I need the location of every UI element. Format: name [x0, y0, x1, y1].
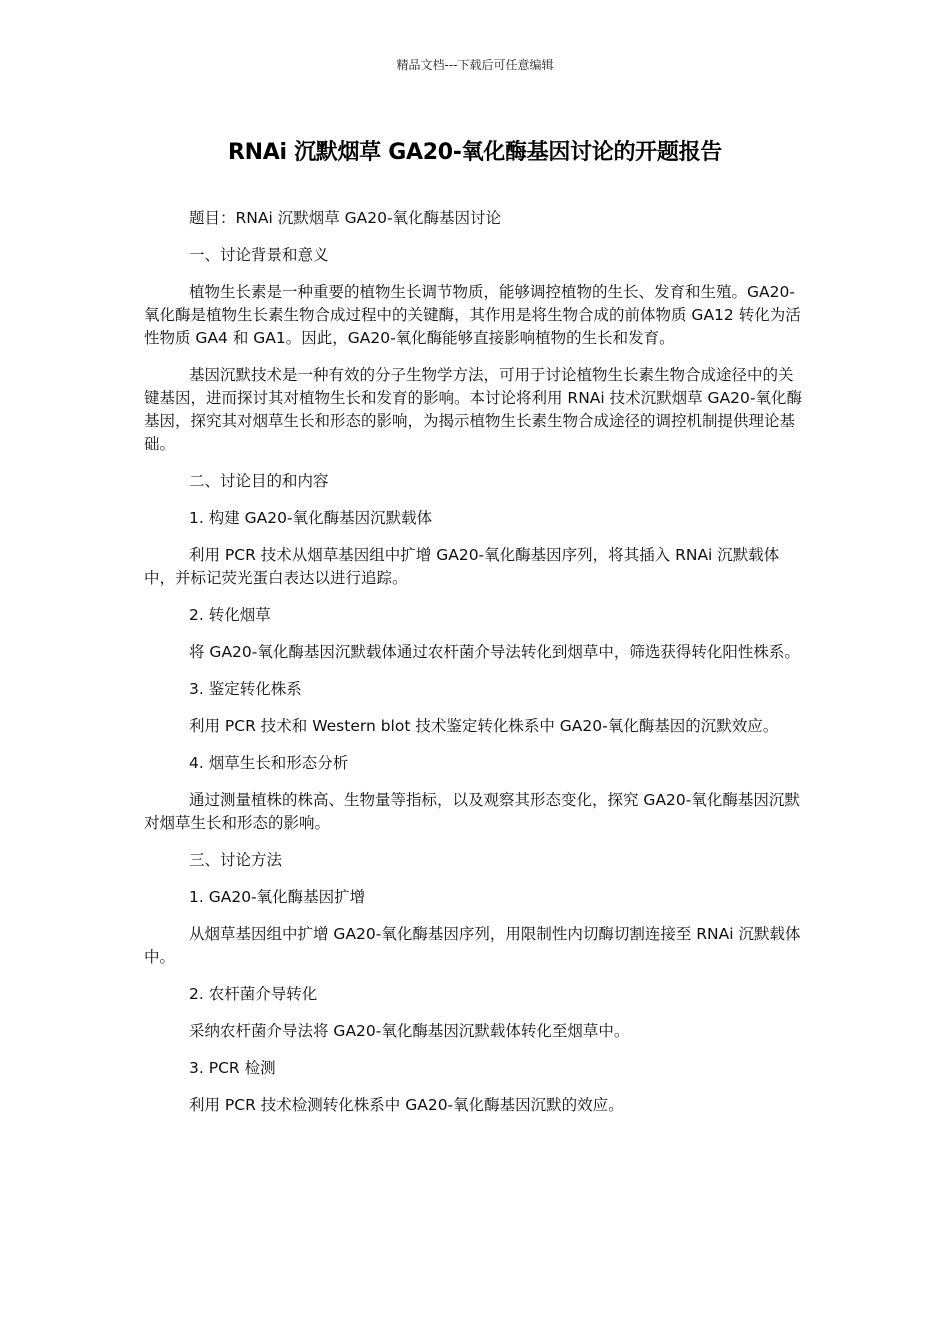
page-header: 精品文档---下载后可任意编辑	[396, 58, 554, 72]
paragraph: 采纳农杆菌介导法将 GA20-氧化酶基因沉默载体转化至烟草中。	[189, 1022, 630, 1040]
subject-line: 题目：RNAi 沉默烟草 GA20-氧化酶基因讨论	[189, 209, 502, 227]
paragraph: 植物生长素是一种重要的植物生长调节物质，能够调控植物的生长、发育和生殖。GA20-氧化酶是植物生长素生物合成过程中的关键酶，其作用是将生物合成的前体物质 GA12 转化为活性物质 GA4 和 GA1。因此，GA20-氧化酶能够直接影响植物的生长和发育。	[144, 283, 801, 347]
item-title: 2. 转化烟草	[189, 606, 271, 624]
paragraph: 利用 PCR 技术和 Western blot 技术鉴定转化株系中 GA20-氧化酶基因的沉默效应。	[189, 717, 779, 735]
paragraph: 利用 PCR 技术检测转化株系中 GA20-氧化酶基因沉默的效应。	[189, 1096, 624, 1114]
paragraph: 基因沉默技术是一种有效的分子生物学方法，可用于讨论植物生长素生物合成途径中的关键基因，进而探讨其对植物生长和发育的影响。本讨论将利用 RNAi 技术沉默烟草 GA20-氧化酶基因，探究其对烟草生长和形态的影响，为揭示植物生长素生物合成途径的调控机制提供理论基础。	[144, 366, 802, 453]
item-title: 3. 鉴定转化株系	[189, 680, 302, 698]
item-title: 1. 构建 GA20-氧化酶基因沉默载体	[189, 509, 433, 527]
item-title: 2. 农杆菌介导转化	[189, 985, 318, 1003]
section-heading-background: 一、讨论背景和意义	[189, 246, 329, 264]
item-title: 3. PCR 检测	[189, 1059, 276, 1077]
document-title: RNAi 沉默烟草 GA20-氧化酶基因讨论的开题报告	[228, 140, 722, 165]
paragraph: 通过测量植株的株高、生物量等指标，以及观察其形态变化，探究 GA20-氧化酶基因沉默对烟草生长和形态的影响。	[144, 791, 800, 832]
section-heading-methods: 三、讨论方法	[189, 851, 283, 869]
paragraph: 从烟草基因组中扩增 GA20-氧化酶基因序列，用限制性内切酶切割连接至 RNAi 沉默载体中。	[144, 925, 801, 966]
paragraph: 将 GA20-氧化酶基因沉默载体通过农杆菌介导法转化到烟草中，筛选获得转化阳性株系。	[189, 643, 800, 661]
item-title: 1. GA20-氧化酶基因扩增	[189, 888, 366, 906]
item-title: 4. 烟草生长和形态分析	[189, 754, 349, 772]
document-body	[144, 207, 808, 1131]
section-heading-purpose: 二、讨论目的和内容	[189, 472, 329, 490]
paragraph: 利用 PCR 技术从烟草基因组中扩增 GA20-氧化酶基因序列，将其插入 RNAi 沉默载体中，并标记荧光蛋白表达以进行追踪。	[144, 546, 780, 587]
